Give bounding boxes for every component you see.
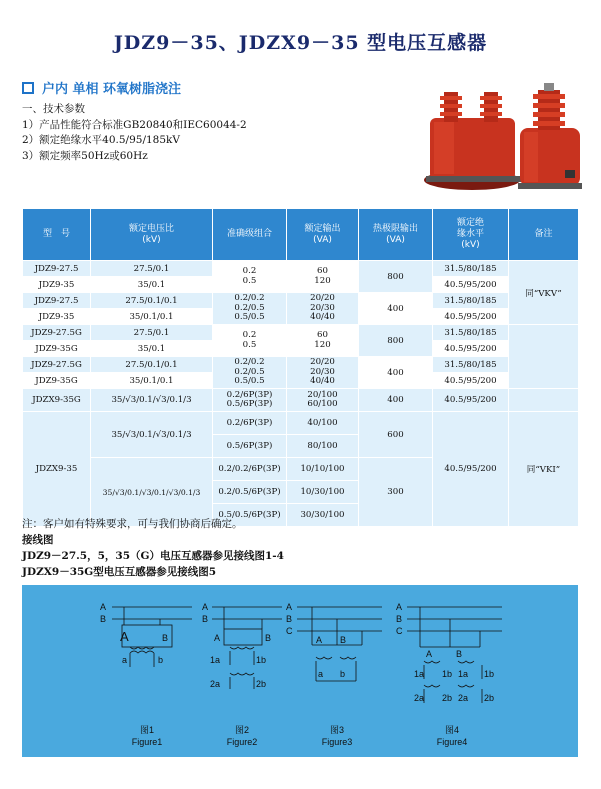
spec-item: 1）产品性能符合标准GB20840和IEC60044-2	[22, 118, 247, 131]
figure1-caption-cn: 图1	[139, 725, 155, 735]
col-header-accuracy: 准确级组合	[213, 209, 287, 261]
insulation-cell: 40.5/95/200	[433, 341, 509, 357]
svg-text:b: b	[158, 655, 164, 665]
ratio-cell: 35/0.1/0.1	[91, 373, 213, 389]
thermal-cell: 600	[359, 412, 433, 458]
figure2-caption-cn: 图2	[234, 725, 250, 735]
col-header-output: 额定输出 (VA)	[287, 209, 359, 261]
svg-text:A: A	[120, 629, 129, 644]
specs-heading: 一、技术参数	[22, 103, 85, 115]
thermal-cell: 400	[359, 389, 433, 412]
insulation-cell: 31.5/80/185	[433, 325, 509, 341]
model-cell: JDZX9-35	[23, 412, 91, 527]
insulation-cell: 40.5/95/200	[433, 412, 509, 527]
output-cell: 20/100 60/100	[287, 389, 359, 412]
figure4-caption-cn: 图4	[444, 725, 460, 735]
ratio-cell: 35/0.1/0.1	[91, 309, 213, 325]
thermal-cell: 800	[359, 325, 433, 357]
svg-text:B: B	[162, 633, 169, 643]
output-cell: 30/30/100	[287, 504, 359, 527]
insulation-cell: 40.5/95/200	[433, 277, 509, 293]
insulation-cell: 40.5/95/200	[433, 373, 509, 389]
ratio-cell: 35/√3/0.1/√3/0.1/√3/0.1/3	[91, 458, 213, 527]
square-icon	[22, 82, 34, 94]
svg-text:A: A	[286, 602, 293, 612]
table-row	[23, 293, 579, 309]
svg-text:2b: 2b	[256, 679, 267, 689]
svg-text:2a: 2a	[458, 693, 469, 703]
output-cell: 40/100	[287, 412, 359, 435]
svg-text:A: A	[316, 635, 323, 645]
svg-text:B: B	[265, 633, 272, 643]
svg-text:A: A	[426, 649, 433, 659]
output-cell: 10/30/100	[287, 481, 359, 504]
accuracy-cell: 0.5/6P(3P)	[213, 435, 287, 458]
wiring-note: JDZ9－27.5，5，35（G）电压互感器参见接线图1-4	[22, 550, 284, 562]
section-heading	[22, 78, 181, 97]
col-header-ratio: 额定电压比 (kV)	[91, 209, 213, 261]
svg-text:B: B	[202, 614, 209, 624]
col-header-model: 型 号	[23, 209, 91, 261]
table-row	[23, 325, 579, 341]
table-row	[23, 261, 579, 277]
svg-text:b: b	[340, 669, 346, 679]
table-header-row	[23, 209, 579, 261]
output-cell: 60 120	[287, 261, 359, 293]
model-cell: JDZ9-35G	[23, 373, 91, 389]
accuracy-cell: 0.2/0.2 0.2/0.5 0.5/0.5	[213, 293, 287, 325]
notes	[22, 516, 284, 580]
page-title: JDZ9－35、JDZX9－35 型电压互感器	[113, 32, 488, 54]
svg-text:A: A	[396, 602, 403, 612]
thermal-cell: 400	[359, 293, 433, 325]
svg-text:a: a	[122, 655, 128, 665]
section-label: 户内 单相 环氧树脂浇注	[42, 82, 182, 97]
col-header-thermal: 热极限输出 (VA)	[359, 209, 433, 261]
product-photo	[420, 78, 585, 198]
wiring-heading: 接线图	[22, 534, 54, 546]
output-cell: 80/100	[287, 435, 359, 458]
remark-cell: 同“VKI”	[509, 412, 579, 527]
model-cell: JDZX9-35G	[23, 389, 91, 412]
svg-text:B: B	[456, 649, 463, 659]
remark-cell	[509, 389, 579, 412]
spec-table	[22, 208, 579, 527]
svg-text:A: A	[202, 602, 209, 612]
accuracy-cell: 0.5/0.5/6P(3P)	[213, 504, 287, 527]
ratio-cell: 27.5/0.1	[91, 261, 213, 277]
accuracy-cell: 0.2/0.5/6P(3P)	[213, 481, 287, 504]
wiring-diagrams-panel	[22, 585, 578, 757]
ratio-cell: 35/√3/0.1/√3/0.1/3	[91, 412, 213, 458]
insulation-cell: 40.5/95/200	[433, 309, 509, 325]
svg-text:A: A	[214, 633, 221, 643]
model-cell: JDZ9-35G	[23, 341, 91, 357]
figure3-caption-cn: 图3	[329, 725, 345, 735]
model-cell: JDZ9-27.5G	[23, 325, 91, 341]
accuracy-cell: 0.2 0.5	[213, 325, 287, 357]
svg-text:1a: 1a	[210, 655, 221, 665]
svg-text:1b: 1b	[484, 669, 495, 679]
col-header-remark: 备注	[509, 209, 579, 261]
figure2-diagram	[212, 607, 282, 689]
spec-item: 3）额定频率50Hz或60Hz	[22, 149, 148, 162]
insulation-cell: 31.5/80/185	[433, 293, 509, 309]
ratio-cell: 27.5/0.1/0.1	[91, 357, 213, 373]
output-cell: 20/20 20/30 40/40	[287, 293, 359, 325]
accuracy-cell: 0.2/0.2/6P(3P)	[213, 458, 287, 481]
remark-cell	[509, 325, 579, 389]
figure4-caption-en: Figure4	[436, 737, 468, 747]
output-cell: 10/10/100	[287, 458, 359, 481]
svg-text:1a: 1a	[414, 669, 425, 679]
ratio-cell: 35/√3/0.1/√3/0.1/3	[91, 389, 213, 412]
model-cell: JDZ9-27.5	[23, 261, 91, 277]
svg-text:2a: 2a	[210, 679, 221, 689]
thermal-cell: 800	[359, 261, 433, 293]
svg-text:B: B	[100, 614, 107, 624]
wiring-note: JDZX9－35G型电压互感器参见接线图5	[22, 566, 217, 578]
svg-text:B: B	[340, 635, 347, 645]
svg-text:2b: 2b	[442, 693, 453, 703]
output-cell: 20/20 20/30 40/40	[287, 357, 359, 389]
accuracy-cell: 0.2/6P(3P) 0.5/6P(3P)	[213, 389, 287, 412]
svg-text:2b: 2b	[484, 693, 495, 703]
insulation-cell: 31.5/80/185	[433, 261, 509, 277]
svg-text:a: a	[318, 669, 324, 679]
model-cell: JDZ9-27.5G	[23, 357, 91, 373]
ratio-cell: 35/0.1	[91, 277, 213, 293]
svg-text:1b: 1b	[442, 669, 453, 679]
figure1-caption-en: Figure1	[131, 737, 163, 747]
remark-cell: 同“VKV”	[509, 261, 579, 325]
wiring-diagrams	[22, 585, 578, 757]
spec-item: 2）额定绝缘水平40.5/95/185kV	[22, 134, 180, 146]
svg-text:1b: 1b	[256, 655, 267, 665]
tech-specs	[22, 102, 247, 164]
accuracy-cell: 0.2/0.2 0.2/0.5 0.5/0.5	[213, 357, 287, 389]
accuracy-cell: 0.2 0.5	[213, 261, 287, 293]
svg-text:2a: 2a	[414, 693, 425, 703]
insulation-cell: 40.5/95/200	[433, 389, 509, 412]
svg-text:C: C	[396, 626, 403, 636]
accuracy-cell: 0.2/6P(3P)	[213, 412, 287, 435]
svg-text:1a: 1a	[458, 669, 469, 679]
thermal-cell: 400	[359, 357, 433, 389]
col-header-insulation: 额定绝 缘水平 (kV)	[433, 209, 509, 261]
figure4-diagram	[407, 607, 502, 703]
figure3-caption-en: Figure3	[321, 737, 353, 747]
svg-text:B: B	[396, 614, 403, 624]
note-text: 注：客户如有特殊要求，可与我们协商后确定。	[22, 518, 243, 530]
ratio-cell: 27.5/0.1	[91, 325, 213, 341]
table-row	[23, 357, 579, 373]
table-row	[23, 389, 579, 412]
svg-text:B: B	[286, 614, 293, 624]
model-cell: JDZ9-35	[23, 309, 91, 325]
thermal-cell: 300	[359, 458, 433, 527]
model-cell: JDZ9-35	[23, 277, 91, 293]
insulation-cell: 31.5/80/185	[433, 357, 509, 373]
ratio-cell: 27.5/0.1/0.1	[91, 293, 213, 309]
figure2-caption-en: Figure2	[226, 737, 258, 747]
table-row	[23, 412, 579, 435]
model-cell: JDZ9-27.5	[23, 293, 91, 309]
ratio-cell: 35/0.1	[91, 341, 213, 357]
output-cell: 60 120	[287, 325, 359, 357]
svg-text:C: C	[286, 626, 293, 636]
svg-text:A: A	[100, 602, 107, 612]
